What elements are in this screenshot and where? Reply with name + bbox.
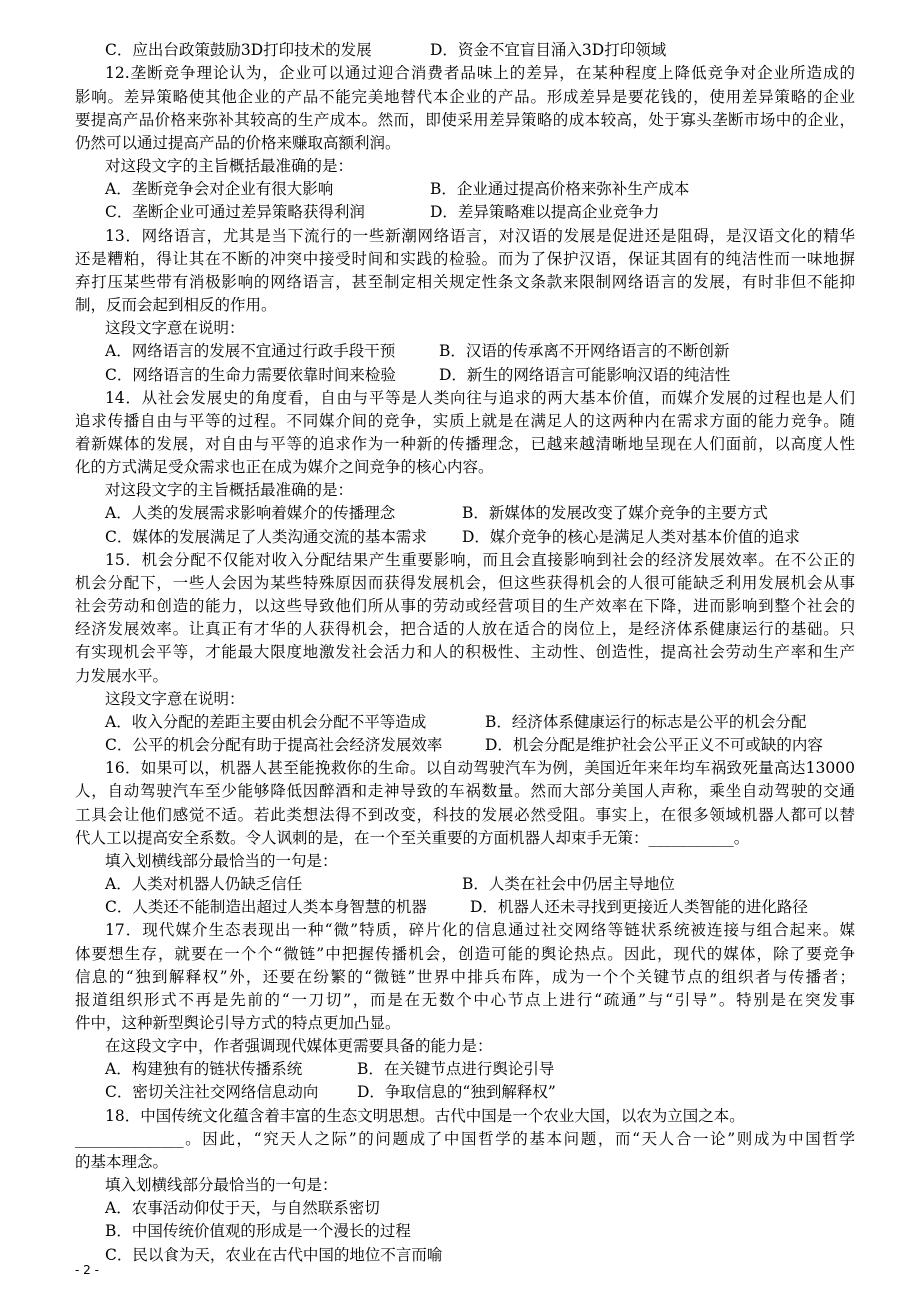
text-line: A．人类的发展需求影响着媒介的传播理念 — [105, 504, 396, 522]
text-line: 化的方式满足受众需求也正在成为媒介之间竞争的核心内容。 — [75, 458, 494, 476]
text-line: C．人类还不能制造出超过人类本身智慧的机器 — [105, 898, 427, 916]
text-line: C．垄断企业可通过差异策略获得利润 — [105, 203, 365, 221]
text-line: 经济发展效率。让真正有才华的人获得机会，把合适的人放在适合的岗位上，是经济体系健康运行的基础。只 — [75, 620, 855, 638]
text-line: 代人工以提高安全系数。令人讽刺的是，在一个至关重要的方面机器人却束手无策：___________。 — [75, 829, 750, 847]
text-line: 追求传播自由与平等的过程。不同媒介间的竞争，实质上就是在满足人的这两种内在需求方面的能力竞争。随 — [75, 412, 855, 430]
text-line: A．网络语言的发展不宜通过行政手段干预 — [105, 342, 396, 360]
option-text: D．机器人还未寻找到更接近人类智能的进化路径 — [470, 898, 808, 916]
text-line: 报道组织形式不再是先前的“一刀切”，而是在无数个中心节点上进行“疏通”与“引导”。特别是在突发事 — [75, 991, 855, 1009]
text-line: C．媒体的发展满足了人类沟通交流的基本需求 — [105, 528, 427, 546]
text-line: 弃打压某些带有消极影响的网络语言，甚至制定相关规定性条文条款来限制网络语言的发展，有时非但不能抑 — [75, 273, 855, 291]
text-line: 人，自动驾驶汽车至少能够降低因醉酒和走神导致的车祸数量。然而大部分美国人声称，乘坐自动驾驶的交通 — [75, 782, 855, 800]
text-line: 制，反而会起到相反的作用。 — [75, 296, 277, 314]
text-line: 机会分配下，一些人会因为某些特殊原因而获得发展机会，但这些获得机会的人很可能缺乏利用发展机会从事 — [75, 574, 855, 592]
text-line: 影响。差异策略使其他企业的产品不能完美地替代本企业的产品。形成差异是要花钱的，使用差异策略的企业 — [75, 88, 855, 106]
option-text: D．机会分配是维护社会公平正义不可或缺的内容 — [485, 736, 823, 754]
text-line: 对这段文字的主旨概括最准确的是： — [105, 481, 354, 499]
text-line: A．农事活动仰仗于天，与自然联系密切 — [105, 1199, 380, 1217]
text-line: 这段文字意在说明： — [105, 690, 245, 708]
text-line: 对这段文字的主旨概括最准确的是： — [105, 157, 354, 175]
text-line: 件中，这种新型舆论引导方式的特点更加凸显。 — [75, 1014, 401, 1032]
text-line: C．密切关注社交网络信息动向 — [105, 1083, 319, 1101]
option-text: D．差异策略难以提高企业竞争力 — [430, 203, 660, 221]
page-number: - 2 - — [75, 1263, 99, 1277]
text-line: 14．从社会发展史的角度看，自由与平等是人类向往与追求的两大基本价值，而媒介发展的过程也是人们 — [105, 389, 855, 407]
text-line: 的基本理念。 — [75, 1153, 169, 1171]
text-line: 要提高产品价格来弥补其较高的生产成本。然而，即使采用差异策略的成本较高，处于寡头垄断市场中的企业， — [75, 111, 855, 129]
option-text: D．媒介竞争的核心是满足人类对基本价值的追求 — [462, 528, 800, 546]
option-text: B．人类在社会中仍居主导地位 — [462, 875, 675, 893]
option-text: B．汉语的传承离不开网络语言的不断创新 — [439, 342, 730, 360]
text-line: 着新媒体的发展，对自由与平等的追求作为一种新的传播理念，已越来越清晰地呈现在人们面前，以高度人性 — [75, 435, 855, 453]
text-line: 填入划横线部分最恰当的一句是： — [105, 1176, 338, 1194]
option-text: B．经济体系健康运行的标志是公平的机会分配 — [485, 713, 807, 731]
option-text: D．新生的网络语言可能影响汉语的纯洁性 — [439, 366, 731, 384]
text-line: C．公平的机会分配有助于提高社会经济发展效率 — [105, 736, 443, 754]
text-line: 填入划横线部分最恰当的一句是： — [105, 852, 338, 870]
text-line: 在这段文字中，作者强调现代媒体更需要具备的能力是： — [105, 1037, 493, 1055]
option-text: D．争取信息的“独到解释权” — [357, 1083, 556, 1101]
text-line: 社会劳动和创造的能力，以这些导致他们所从事的劳动或经营项目的生产效率在下降，进而影响到整个社会的 — [75, 597, 855, 615]
text-line: ______________。因此，“究天人之际”的问题成了中国哲学的基本问题，而“天人合一论”则成为中国哲学 — [75, 1130, 855, 1148]
text-line: 体要想生存，就要在一个个“微链”中把握传播机会，创造可能的舆论热点。因此，现代的媒体，除了要竞争 — [75, 945, 855, 963]
text-line: A．收入分配的差距主要由机会分配不平等造成 — [105, 713, 427, 731]
text-line: 工具会让他们感觉不适。若此类想法得不到改变，科技的发展必然受阻。事实上，在很多领域机器人都可以替 — [75, 806, 855, 824]
text-line: 这段文字意在说明： — [105, 319, 245, 337]
text-line: C．应出台政策鼓励3D打印技术的发展 — [105, 41, 372, 59]
text-line: C．民以食为天，农业在古代中国的地位不言而喻 — [105, 1246, 443, 1264]
option-text: D．资金不宜盲目涌入3D打印领域 — [430, 41, 667, 59]
text-line: C．网络语言的生命力需要依靠时间来检验 — [105, 366, 396, 384]
text-line: 18．中国传统文化蕴含着丰富的生态文明思想。古代中国是一个农业大国，以农为立国之本。 — [105, 1107, 745, 1125]
option-text: B．在关键节点进行舆论引导 — [357, 1060, 555, 1078]
text-line: 信息的“独到解释权”外，还要在纷繁的“微链”世界中排兵布阵，成为一个个关键节点的组织者与传播者； — [75, 968, 855, 986]
text-line: 15．机会分配不仅能对收入分配结果产生重要影响，而且会直接影响到社会的经济发展效率。在不公正的 — [105, 551, 855, 569]
option-text: B．新媒体的发展改变了媒介竞争的主要方式 — [462, 504, 768, 522]
text-line: A．构建独有的链状传播系统 — [105, 1060, 303, 1078]
text-line: 13．网络语言，尤其是当下流行的一些新潮网络语言，对汉语的发展是促进还是阻碍，是汉语文化的精华 — [105, 227, 855, 245]
text-line: B．中国传统价值观的形成是一个漫长的过程 — [105, 1222, 411, 1240]
text-line: 还是糟粕，得让其在不断的冲突中接受时间和实践的检验。而为了保护汉语，保证其固有的纯洁性而一味地摒 — [75, 250, 855, 268]
text-line: 12.垄断竞争理论认为，企业可以通过迎合消费者品味上的差异，在某种程度上降低竞争对企业所造成的 — [105, 64, 855, 82]
text-line: A．垄断竞争会对企业有很大影响 — [105, 180, 334, 198]
text-line: 16．如果可以，机器人甚至能挽救你的生命。以自动驾驶汽车为例，美国近年来年均车祸致死量高达13000 — [105, 759, 855, 777]
text-line: 有实现机会平等，才能最大限度地激发社会活力和人的积极性、主动性、创造性，提高社会劳动生产率和生产 — [75, 643, 855, 661]
text-line: A．人类对机器人仍缺乏信任 — [105, 875, 303, 893]
text-line: 仍然可以通过提高产品的价格来赚取高额利润。 — [75, 134, 401, 152]
text-line: 力发展水平。 — [75, 667, 169, 685]
option-text: B．企业通过提高价格来弥补生产成本 — [430, 180, 690, 198]
text-line: 17．现代媒介生态表现出一种“微”特质，碎片化的信息通过社交网络等链状系统被连接与组合起来。媒 — [105, 921, 855, 939]
